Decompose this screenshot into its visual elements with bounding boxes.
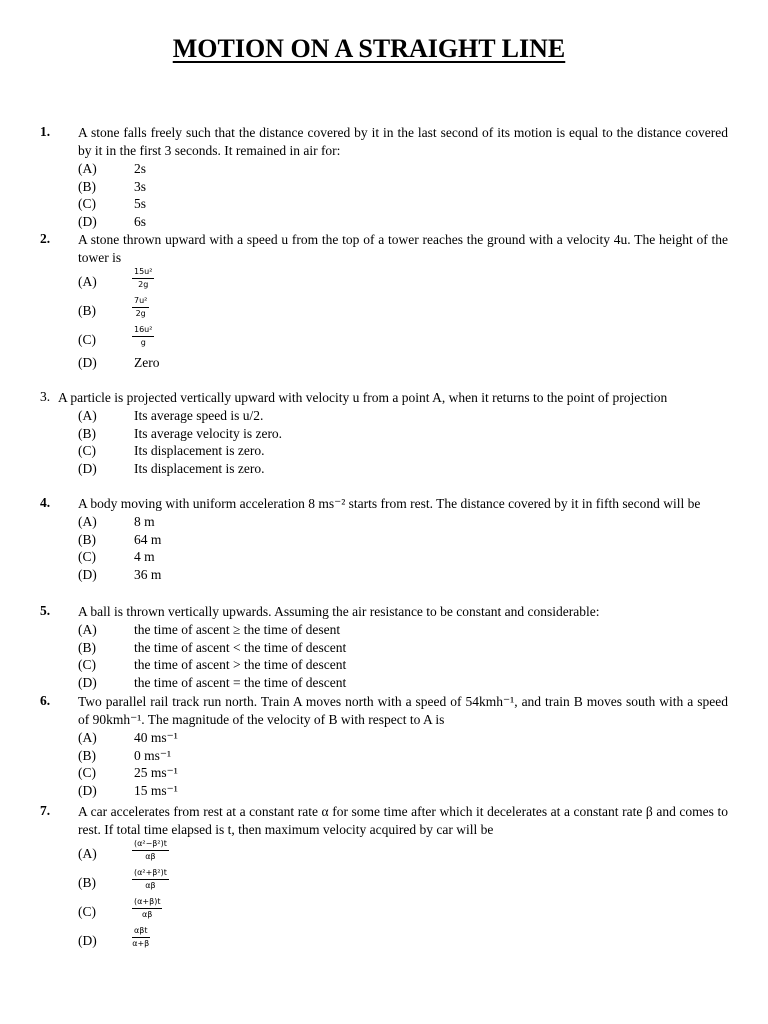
option-b: (B) $\frac{\text{(α²+β²)t}}{\alpha\beta}$ — [78, 868, 167, 890]
question-1 — [40, 124, 728, 230]
fraction: $\frac{(\alpha+\beta)t}{\alpha\beta}$ — [134, 897, 161, 919]
question-text: A body moving with uniform acceleration 8 ms⁻² starts from rest. The distance covered by it in fifth second will be — [78, 496, 701, 511]
option-a: (A) 2s — [78, 161, 147, 176]
question-number: 6. — [40, 693, 51, 708]
option-c: (C) $\frac{(\alpha+\beta)t}{\alpha\beta}$ — [78, 897, 161, 919]
option-d: (D) αβt α+β — [78, 926, 150, 948]
option-c: (C) $\frac{\text{16u²}}{g}$ — [78, 325, 153, 347]
option-a: (A) the time of ascent ≥ the time of desent — [78, 622, 341, 637]
option-d: (D) Its displacement is zero. — [78, 460, 265, 476]
option-a: (A) 8 m — [78, 514, 155, 529]
question-4 — [40, 495, 728, 583]
page-title: MOTION ON A STRAIGHT LINE — [172, 34, 566, 63]
fraction: $\frac{\text{7u²}}{2g}$ — [134, 296, 148, 318]
option-b: (B) 64 m — [78, 531, 162, 547]
question-text: A ball is thrown vertically upwards. Assuming the air resistance to be constant and considerable: — [78, 604, 600, 619]
question-text: Two parallel rail track run north. Train A moves north with a speed of 54kmh⁻¹, and train B moves south with a speed of 90kmh⁻¹. The magnitude of the velocity of B with respect to A is — [78, 694, 728, 727]
option-d: (D) 6s — [78, 213, 147, 229]
question-number: 3. — [40, 389, 51, 404]
option-a: (A) $\frac{\text{15u²}}{2g}$ — [78, 267, 153, 289]
question-number: 7. — [40, 803, 51, 818]
option-b: (B) Its average velocity is zero. — [78, 425, 283, 441]
question-number: 1. — [40, 124, 51, 139]
fraction: $\frac{\text{15u²}}{2g}$ — [134, 267, 153, 289]
fraction: αβt α+β — [132, 926, 150, 948]
question-2 — [40, 231, 728, 372]
question-5 — [40, 603, 728, 691]
option-d: (D) 15 ms⁻¹ — [78, 782, 178, 798]
option-d: (D) Zero — [78, 355, 160, 370]
option-b: (B) the time of ascent < the time of descent — [78, 639, 347, 655]
question-text: A particle is projected vertically upward with velocity u from a point A, when it returns to the point of projection — [58, 390, 668, 405]
question-number: 2. — [40, 231, 51, 246]
question-6 — [40, 693, 728, 799]
option-c: (C) Its displacement is zero. — [78, 443, 265, 458]
fraction: $\frac{\text{16u²}}{g}$ — [134, 325, 153, 347]
option-a: (A) $\frac{\text{(α²−β²)t}}{\alpha\beta}$ — [78, 839, 167, 861]
option-c: (C) 5s — [78, 196, 147, 211]
question-text: A stone thrown upward with a speed u from the top of a tower reaches the ground with a velocity 4u. The height of the tower is — [78, 232, 728, 265]
question-number: 5. — [40, 603, 51, 618]
fraction: $\frac{\text{(α²+β²)t}}{\alpha\beta}$ — [134, 868, 167, 890]
option-b: (B) 3s — [78, 178, 147, 194]
question-text: A stone falls freely such that the distance covered by it in the last second of its motion is equal to the distance covered by it in the first 3 seconds. It remained in air for: — [78, 125, 728, 158]
option-a: (A) 40 ms⁻¹ — [78, 730, 178, 745]
option-b: (B) $\frac{\text{7u²}}{2g}$ — [78, 296, 148, 318]
option-d: (D) 36 m — [78, 566, 162, 582]
question-number: 4. — [40, 495, 51, 510]
option-c: (C) the time of ascent > the time of descent — [78, 657, 347, 672]
question-3 — [40, 389, 728, 477]
option-c: (C) 4 m — [78, 549, 155, 564]
option-c: (C) 25 ms⁻¹ — [78, 765, 178, 780]
fraction: $\frac{\text{(α²−β²)t}}{\alpha\beta}$ — [134, 839, 167, 861]
option-a: (A) Its average speed is u/2. — [78, 408, 264, 423]
option-b: (B) 0 ms⁻¹ — [78, 747, 172, 763]
option-d: (D) the time of ascent = the time of descent — [78, 674, 347, 690]
question-text: A car accelerates from rest at a constant rate α for some time after which it decelerates at a constant rate β and comes to rest. If total time elapsed is t, then maximum velocity acquired by car will be — [78, 804, 728, 837]
question-7 — [40, 803, 728, 955]
